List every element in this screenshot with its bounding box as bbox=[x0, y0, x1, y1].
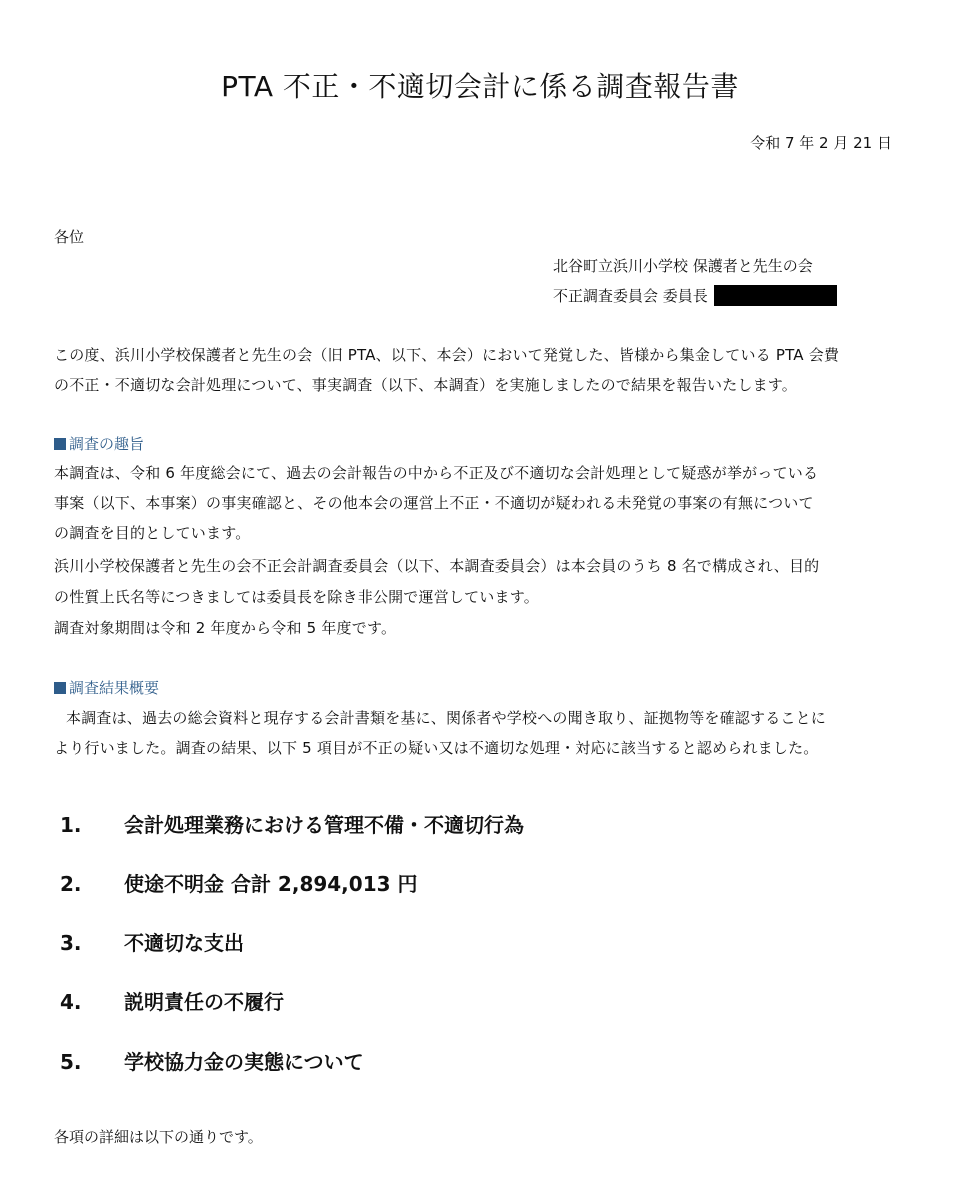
summary-line: 本調査は、過去の総会資料と現存する会計書類を基に、関係者や学校への聞き取り、証拠物等を確認することに bbox=[66, 709, 827, 727]
finding-item bbox=[60, 810, 524, 840]
summary-line: より行いました。調査の結果、以下 5 項目が不正の疑い又は不適切な処理・対応に該当すると認められました。 bbox=[54, 739, 819, 757]
finding-number: 5. bbox=[60, 1050, 82, 1074]
summary-heading bbox=[54, 677, 159, 699]
summary-heading-text: 調査結果概要 bbox=[69, 679, 160, 697]
intro-line: この度、浜川小学校保護者と先生の会（旧 PTA、以下、本会）において発覚した、皆様から集金している PTA 会費 bbox=[54, 346, 840, 364]
purpose-line: 本調査は、令和 6 年度総会にて、過去の会計報告の中から不正及び不適切な会計処理として疑惑が挙がっている bbox=[54, 464, 819, 482]
purpose-line: 調査対象期間は令和 2 年度から令和 5 年度です。 bbox=[54, 619, 397, 637]
document-date: 令和 7 年 2 月 21 日 bbox=[750, 134, 892, 152]
finding-item bbox=[60, 869, 418, 899]
finding-number: 1. bbox=[60, 813, 82, 837]
finding-number: 3. bbox=[60, 931, 82, 955]
finding-number: 4. bbox=[60, 990, 82, 1014]
finding-text: 使途不明金 合計 2,894,013 円 bbox=[124, 872, 418, 896]
document-title: PTA 不正・不適切会計に係る調査報告書 bbox=[221, 69, 739, 103]
finding-text: 学校協力金の実態について bbox=[124, 1050, 364, 1074]
addressee: 各位 bbox=[54, 228, 85, 246]
finding-text: 不適切な支出 bbox=[124, 931, 244, 955]
purpose-line: 浜川小学校保護者と先生の会不正会計調査委員会（以下、本調査委員会）は本会員のうち 8 名で構成され、目的 bbox=[54, 557, 820, 575]
sender-committee: 不正調査委員会 委員長 bbox=[553, 287, 708, 305]
finding-number: 2. bbox=[60, 872, 82, 896]
purpose-line: 事案（以下、本事案）の事実確認と、その他本会の運営上不正・不適切が疑われる未発覚の事案の有無について bbox=[54, 494, 814, 512]
sender-committee-line bbox=[553, 285, 837, 307]
finding-text: 説明責任の不履行 bbox=[124, 990, 284, 1014]
finding-item bbox=[60, 1047, 364, 1077]
purpose-line: の調査を目的としています。 bbox=[54, 524, 251, 542]
intro-line: の不正・不適切な会計処理について、事実調査（以下、本調査）を実施しましたので結果を報告いたします。 bbox=[54, 376, 798, 394]
finding-item bbox=[60, 987, 284, 1017]
purpose-heading bbox=[54, 433, 144, 455]
closing-text: 各項の詳細は以下の通りです。 bbox=[54, 1128, 263, 1146]
redacted-name-block bbox=[714, 285, 837, 306]
finding-text: 会計処理業務における管理不備・不適切行為 bbox=[124, 813, 524, 837]
finding-item bbox=[60, 928, 244, 958]
heading-square-icon bbox=[54, 682, 66, 694]
purpose-line: の性質上氏名等につきましては委員長を除き非公開で運営しています。 bbox=[54, 588, 539, 606]
heading-square-icon bbox=[54, 438, 66, 450]
sender-organization: 北谷町立浜川小学校 保護者と先生の会 bbox=[553, 257, 813, 275]
purpose-heading-text: 調査の趣旨 bbox=[69, 435, 145, 453]
